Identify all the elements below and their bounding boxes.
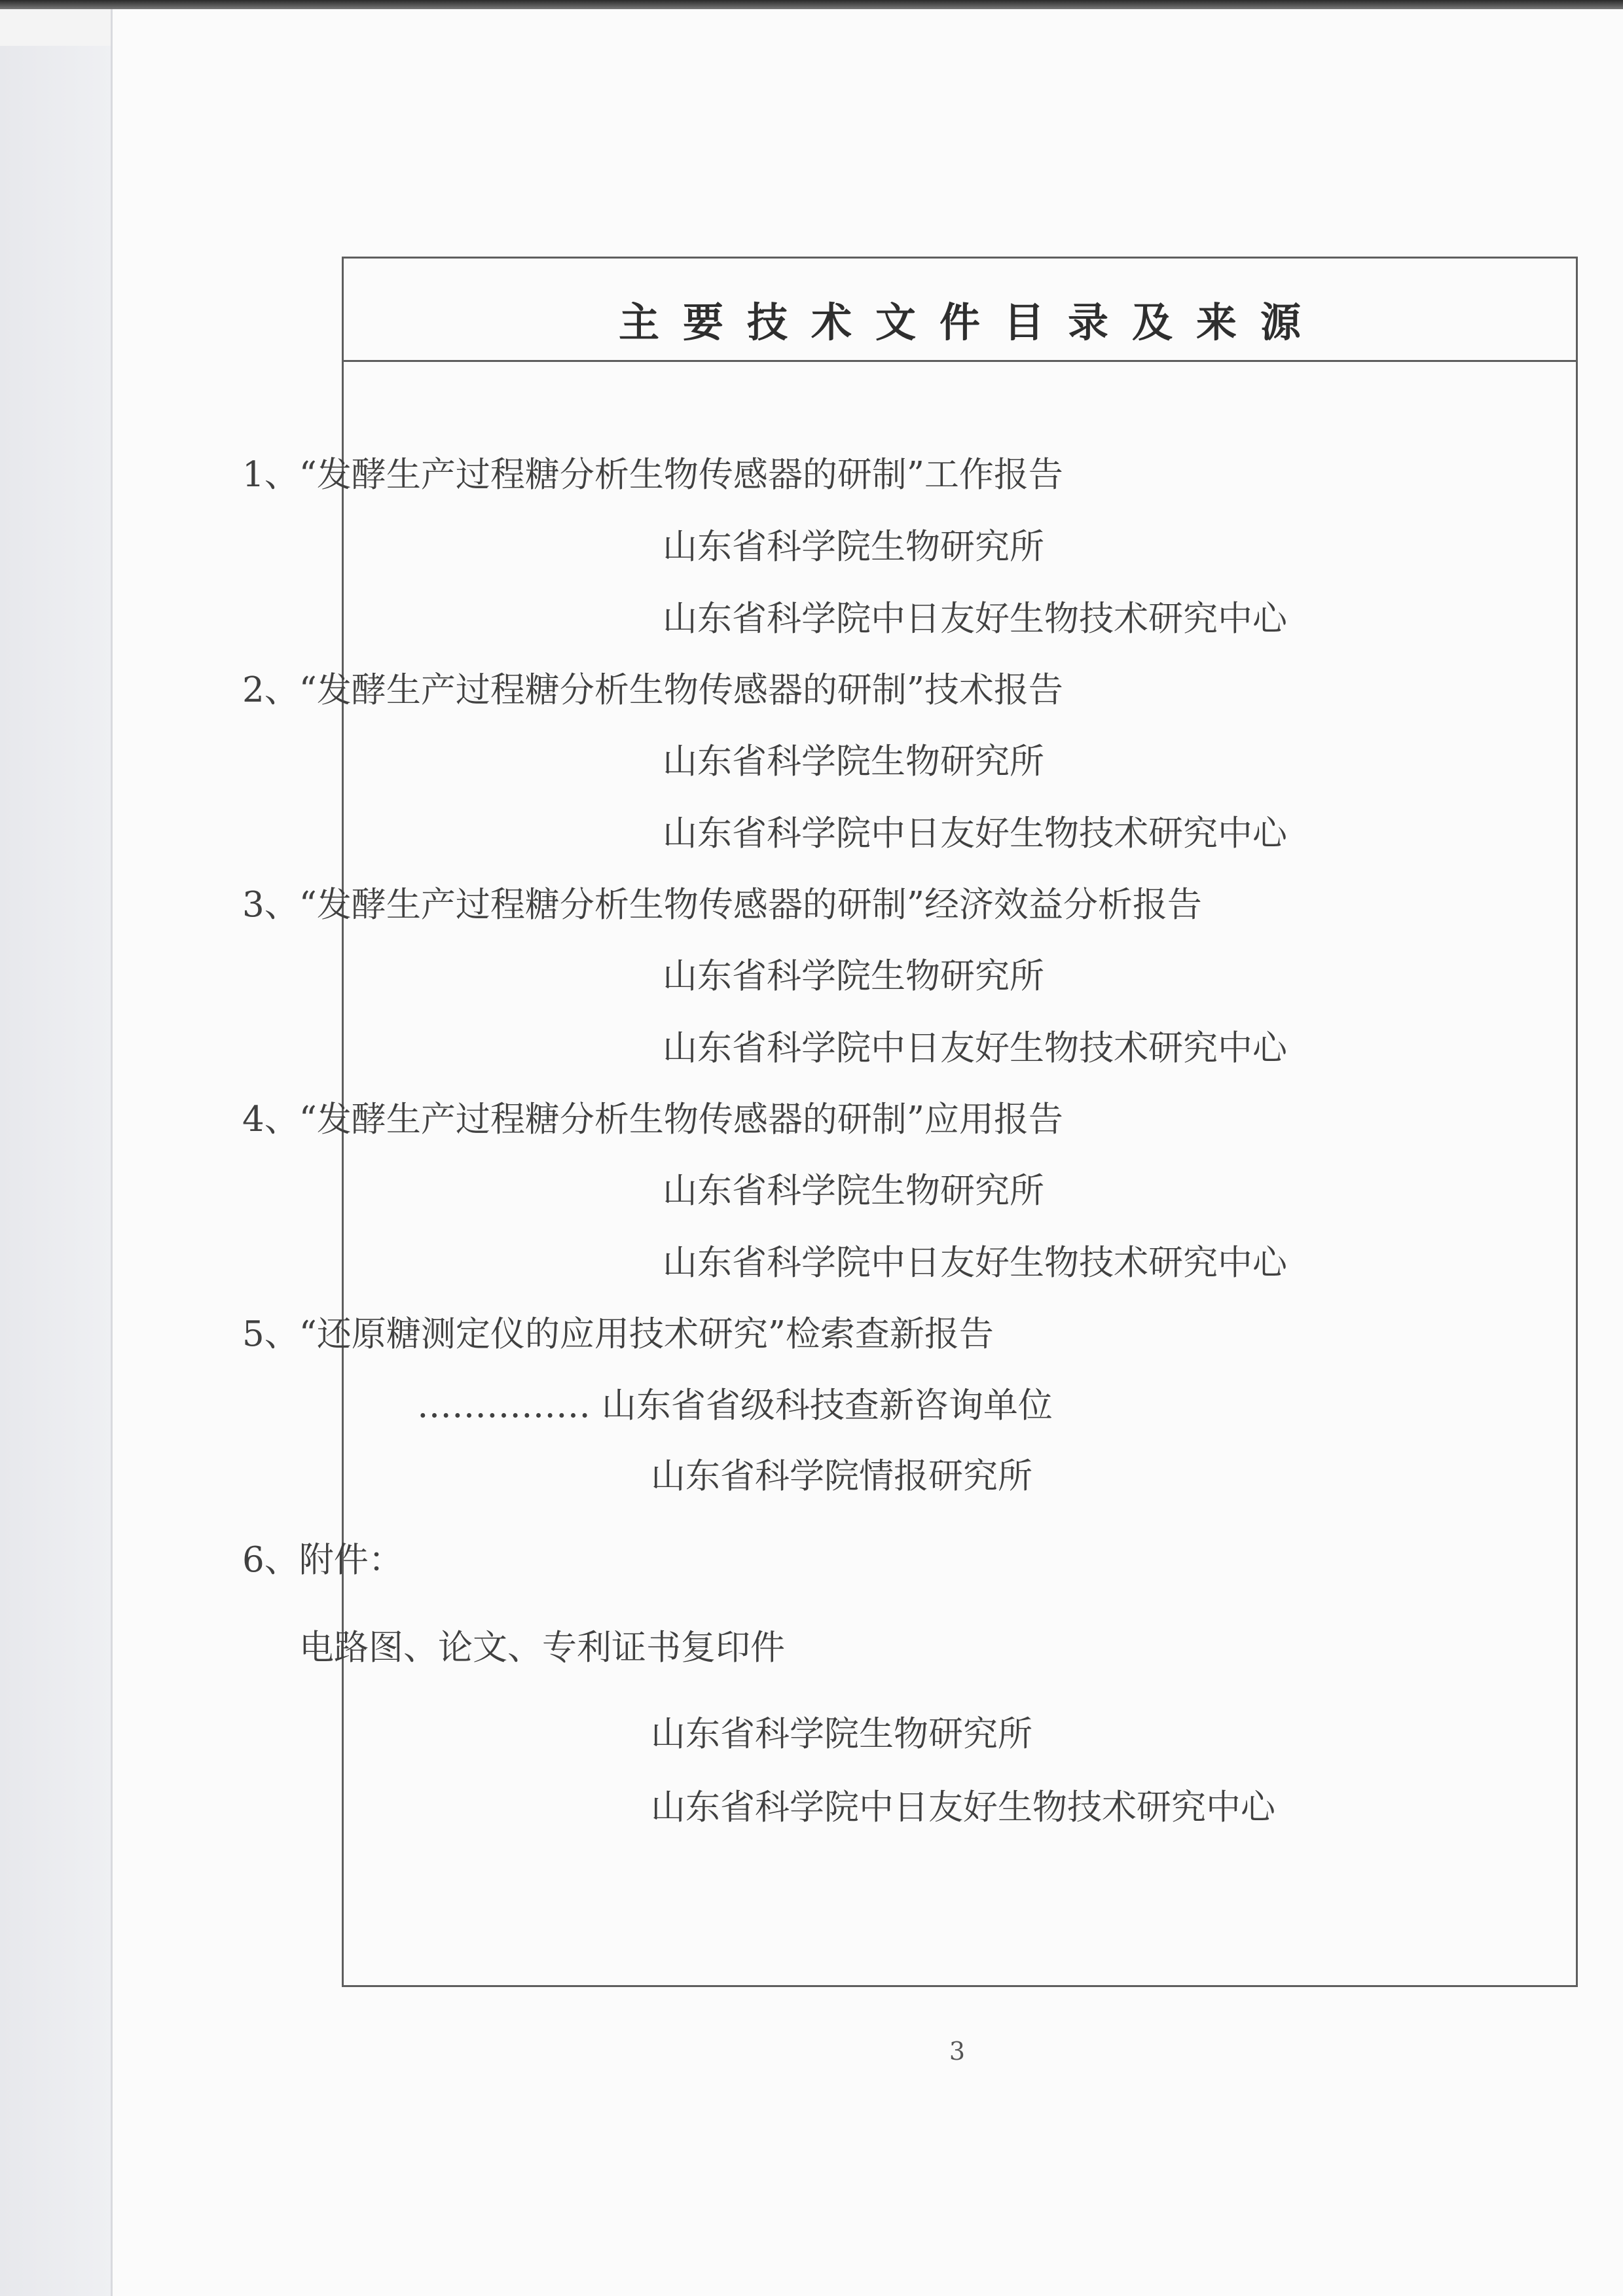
document-page (113, 9, 1623, 2296)
entry-1-source-2: 山东省科学院中日友好生物技术研究中心 (663, 599, 1287, 639)
page-title: 主要技术文件目录及来源 (618, 298, 1324, 346)
entry-5-heading: 5、“还原糖测定仪的应用技术研究”检索查新报告 (242, 1314, 994, 1354)
entry-3-heading: 3、“发酵生产过程糖分析生物传感器的研制”经济效益分析报告 (242, 885, 1202, 925)
entry-2-heading: 2、“发酵生产过程糖分析生物传感器的研制”技术报告 (242, 670, 1063, 710)
entry-2-source-1: 山东省科学院生物研究所 (663, 742, 1044, 781)
entry-5-source-2: 山东省科学院情报研究所 (651, 1456, 1032, 1496)
entry-1-source-1: 山东省科学院生物研究所 (663, 527, 1044, 567)
entry-3-source-1: 山东省科学院生物研究所 (663, 956, 1044, 996)
scan-top-edge (0, 0, 1623, 9)
entry-1-heading: 1、“发酵生产过程糖分析生物传感器的研制”工作报告 (242, 455, 1063, 495)
entry-3-source-2: 山东省科学院中日友好生物技术研究中心 (663, 1028, 1287, 1068)
entry-5-source-1: …………… 山东省省级科技查新咨询单位 (417, 1386, 1053, 1426)
entry-6-sub: 电路图、论文、专利证书复印件 (299, 1628, 785, 1668)
entry-6-source-1: 山东省科学院生物研究所 (651, 1714, 1032, 1754)
entry-4-heading: 4、“发酵生产过程糖分析生物传感器的研制”应用报告 (242, 1100, 1063, 1139)
frame-header (344, 259, 1576, 362)
entry-2-source-2: 山东省科学院中日友好生物技术研究中心 (663, 814, 1287, 853)
entry-4-source-1: 山东省科学院生物研究所 (663, 1171, 1044, 1211)
entry-6-source-2: 山东省科学院中日友好生物技术研究中心 (651, 1787, 1275, 1827)
entry-4-source-2: 山东省科学院中日友好生物技术研究中心 (663, 1243, 1287, 1283)
page-number: 3 (949, 2037, 966, 2066)
scan-left-margin (0, 46, 113, 2296)
entry-6-heading: 6、附件： (242, 1540, 403, 1580)
